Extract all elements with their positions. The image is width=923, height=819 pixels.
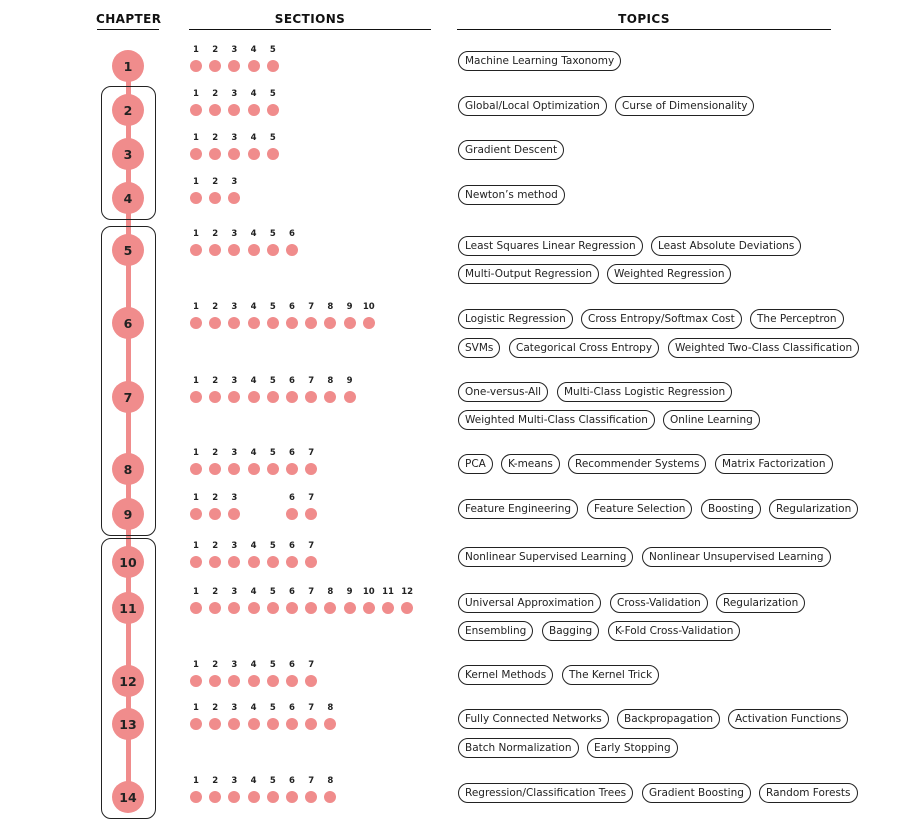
section-dot [228,104,240,116]
section-dot [228,463,240,475]
topic-pill: Backpropagation [617,709,720,729]
section-number: 2 [212,493,219,503]
topic-pill: Random Forests [759,783,858,803]
section-dot [248,60,260,72]
section-dot [305,791,317,803]
chapter-node: 12 [112,665,144,697]
section-dot [401,602,413,614]
section-number: 4 [250,302,257,312]
topic-pill: Early Stopping [587,738,678,758]
section-dot [248,317,260,329]
section-dot [190,463,202,475]
section-dot [286,675,298,687]
chapter-header-rule [97,29,159,30]
topic-pill: The Perceptron [750,309,844,329]
section-number: 7 [308,587,315,597]
section-dot [267,556,279,568]
section-number: 7 [308,302,315,312]
section-number: 1 [193,45,199,55]
section-dot [190,556,202,568]
section-number: 3 [231,493,238,503]
sections-column-header: SECTIONS [274,12,346,26]
section-number: 3 [231,448,238,458]
section-number: 4 [250,133,257,143]
section-dot [190,391,202,403]
topic-pill: Multi-Class Logistic Regression [557,382,732,402]
sections-header-rule [189,29,431,30]
section-number: 3 [231,89,238,99]
topic-pill: Gradient Boosting [642,783,751,803]
section-dot [228,60,240,72]
topic-pill: Curse of Dimensionality [615,96,754,116]
section-dot [228,556,240,568]
section-number: 2 [212,776,219,786]
section-number: 3 [231,660,238,670]
topic-pill: PCA [458,454,493,474]
section-dot [286,556,298,568]
section-number: 11 [382,587,394,597]
topic-pill: Boosting [701,499,761,519]
topic-pill: Matrix Factorization [715,454,833,474]
chapter-node: 2 [112,94,144,126]
section-number: 9 [346,587,353,597]
topic-pill: Recommender Systems [568,454,706,474]
section-dot [267,718,279,730]
section-dot [324,602,336,614]
topic-pill: Least Absolute Deviations [651,236,801,256]
section-dot [267,463,279,475]
chapter-node: 10 [112,546,144,578]
section-number: 7 [308,448,315,458]
section-number: 4 [250,45,257,55]
section-dot [190,317,202,329]
section-number: 3 [231,45,238,55]
section-dot [363,317,375,329]
section-dot [286,508,298,520]
section-number: 8 [327,587,334,597]
topic-pill: K-Fold Cross-Validation [608,621,740,641]
topic-pill: SVMs [458,338,500,358]
topic-pill: Weighted Multi-Class Classification [458,410,655,430]
section-number: 3 [231,776,238,786]
section-number: 5 [269,229,276,239]
section-dot [344,602,356,614]
section-number: 6 [289,703,295,713]
section-number: 3 [231,177,238,187]
section-dot [209,148,221,160]
section-dot [286,317,298,329]
section-dot [248,718,260,730]
section-dot [382,602,394,614]
section-number: 4 [250,229,257,239]
section-dot [305,675,317,687]
section-number: 2 [212,45,219,55]
section-number: 4 [250,376,257,386]
section-dot [190,192,202,204]
topic-pill: Nonlinear Unsupervised Learning [642,547,831,567]
section-dot [209,104,221,116]
section-number: 1 [193,376,199,386]
topic-pill: Ensembling [458,621,533,641]
section-dot [209,718,221,730]
section-number: 4 [250,541,257,551]
section-dot [209,556,221,568]
section-number: 3 [231,302,238,312]
section-number: 10 [362,302,375,312]
section-dot [248,675,260,687]
section-dot [248,463,260,475]
topic-pill: K-means [501,454,560,474]
section-number: 4 [250,89,257,99]
topics-header-rule [457,29,831,30]
section-dot [248,244,260,256]
section-number: 7 [308,376,315,386]
section-dot [209,60,221,72]
section-number: 2 [212,89,219,99]
section-dot [267,244,279,256]
section-number: 6 [289,302,295,312]
section-number: 5 [269,776,276,786]
section-number: 2 [212,541,219,551]
section-dot [209,463,221,475]
topic-pill: Cross-Validation [610,593,708,613]
section-dot [305,602,317,614]
section-number: 6 [289,587,295,597]
section-dot [248,602,260,614]
section-dot [267,391,279,403]
section-number: 9 [346,302,353,312]
topic-pill: Global/Local Optimization [458,96,607,116]
topic-pill: Categorical Cross Entropy [509,338,659,358]
section-number: 5 [269,587,276,597]
section-dot [305,556,317,568]
section-dot [305,718,317,730]
section-number: 5 [269,45,276,55]
topic-pill: Weighted Two-Class Classification [668,338,859,358]
chapter-node: 1 [112,50,144,82]
section-number: 6 [289,229,295,239]
topic-pill: Least Squares Linear Regression [458,236,643,256]
section-number: 2 [212,376,219,386]
section-dot [228,791,240,803]
topic-pill: Weighted Regression [607,264,731,284]
section-dot [286,244,298,256]
section-dot [286,391,298,403]
section-dot [190,602,202,614]
topic-pill: Gradient Descent [458,140,564,160]
section-dot [324,791,336,803]
section-dot [324,317,336,329]
chapter-node: 6 [112,307,144,339]
section-number: 1 [193,177,199,187]
section-number: 2 [212,448,219,458]
section-number: 8 [327,703,334,713]
chapter-column-header: CHAPTER [96,12,162,26]
section-number: 2 [212,302,219,312]
section-number: 5 [269,703,276,713]
chapter-node: 4 [112,182,144,214]
section-dot [305,391,317,403]
section-dot [267,104,279,116]
section-dot [190,508,202,520]
section-dot [209,602,221,614]
section-number: 1 [193,493,199,503]
section-number: 8 [327,302,334,312]
section-dot [190,791,202,803]
section-dot [190,104,202,116]
section-number: 2 [212,703,219,713]
section-number: 3 [231,133,238,143]
section-number: 2 [212,133,219,143]
section-number: 4 [250,703,257,713]
section-number: 1 [193,587,199,597]
section-dot [228,244,240,256]
section-number: 1 [193,541,199,551]
section-dot [267,148,279,160]
section-number: 10 [362,587,375,597]
section-dot [267,60,279,72]
topic-pill: Machine Learning Taxonomy [458,51,621,71]
section-dot [228,317,240,329]
topic-pill: Activation Functions [728,709,848,729]
section-dot [267,675,279,687]
section-number: 3 [231,229,238,239]
chapter-node: 9 [112,498,144,530]
section-number: 7 [308,703,315,713]
section-number: 4 [250,660,257,670]
section-number: 6 [289,493,295,503]
section-number: 5 [269,133,276,143]
section-dot [344,317,356,329]
section-dot [286,602,298,614]
section-number: 1 [193,448,199,458]
section-number: 1 [193,89,199,99]
section-dot [248,791,260,803]
section-dot [344,391,356,403]
section-dot [267,317,279,329]
topic-pill: Regression/Classification Trees [458,783,633,803]
section-dot [209,391,221,403]
section-number: 6 [289,776,295,786]
section-dot [248,104,260,116]
chapter-node: 14 [112,781,144,813]
topic-pill: One-versus-All [458,382,548,402]
section-number: 2 [212,660,219,670]
section-number: 5 [269,541,276,551]
section-dot [286,718,298,730]
section-dot [228,675,240,687]
section-number: 3 [231,541,238,551]
section-dot [248,391,260,403]
section-number: 1 [193,133,199,143]
topic-pill: Cross Entropy/Softmax Cost [581,309,742,329]
section-dot [209,675,221,687]
section-dot [267,791,279,803]
section-dot [305,508,317,520]
topic-pill: Newton’s method [458,185,565,205]
chapter-node: 11 [112,592,144,624]
topic-pill: Multi-Output Regression [458,264,599,284]
section-dot [190,675,202,687]
section-dot [209,508,221,520]
section-number: 4 [250,448,257,458]
section-dot [228,508,240,520]
section-number: 8 [327,776,334,786]
section-number: 3 [231,587,238,597]
section-number: 4 [250,587,257,597]
section-number: 5 [269,448,276,458]
section-number: 6 [289,660,295,670]
section-number: 5 [269,302,276,312]
topic-pill: Regularization [769,499,858,519]
section-dot [267,602,279,614]
section-number: 1 [193,703,199,713]
section-number: 1 [193,660,199,670]
section-number: 6 [289,376,295,386]
section-number: 6 [289,541,295,551]
section-number: 1 [193,776,199,786]
section-dot [286,463,298,475]
section-dot [209,317,221,329]
section-number: 2 [212,587,219,597]
section-number: 5 [269,376,276,386]
section-number: 7 [308,541,315,551]
section-dot [209,791,221,803]
section-dot [209,244,221,256]
chapter-node: 8 [112,453,144,485]
section-dot [305,463,317,475]
section-number: 3 [231,376,238,386]
topic-pill: Logistic Regression [458,309,573,329]
topic-pill: Universal Approximation [458,593,601,613]
section-dot [190,244,202,256]
section-dot [305,317,317,329]
section-number: 1 [193,302,199,312]
topic-pill: Fully Connected Networks [458,709,609,729]
section-number: 4 [250,776,257,786]
section-dot [190,148,202,160]
topic-pill: The Kernel Trick [562,665,659,685]
topic-pill: Feature Selection [587,499,692,519]
section-number: 7 [308,493,315,503]
section-dot [324,718,336,730]
section-dot [286,791,298,803]
section-number: 3 [231,703,238,713]
topic-pill: Online Learning [663,410,760,430]
chapter-node: 5 [112,234,144,266]
section-dot [248,148,260,160]
topic-pill: Batch Normalization [458,738,579,758]
topic-pill: Regularization [716,593,805,613]
topic-pill: Feature Engineering [458,499,578,519]
topics-column-header: TOPICS [618,12,670,26]
section-dot [363,602,375,614]
section-dot [248,556,260,568]
topic-pill: Kernel Methods [458,665,553,685]
section-dot [228,718,240,730]
topic-pill: Bagging [542,621,599,641]
section-number: 9 [346,376,353,386]
section-number: 7 [308,776,315,786]
section-dot [324,391,336,403]
section-dot [209,192,221,204]
section-dot [190,60,202,72]
section-number: 6 [289,448,295,458]
section-number: 8 [327,376,334,386]
chapter-node: 13 [112,708,144,740]
section-number: 12 [401,587,414,597]
section-dot [228,391,240,403]
section-dot [228,602,240,614]
topic-pill: Nonlinear Supervised Learning [458,547,633,567]
section-number: 5 [269,89,276,99]
section-number: 2 [212,177,219,187]
chapter-node: 3 [112,138,144,170]
section-number: 2 [212,229,219,239]
chapter-node: 7 [112,381,144,413]
section-dot [190,718,202,730]
section-dot [228,192,240,204]
section-dot [228,148,240,160]
section-number: 7 [308,660,315,670]
section-number: 5 [269,660,276,670]
section-number: 1 [193,229,199,239]
